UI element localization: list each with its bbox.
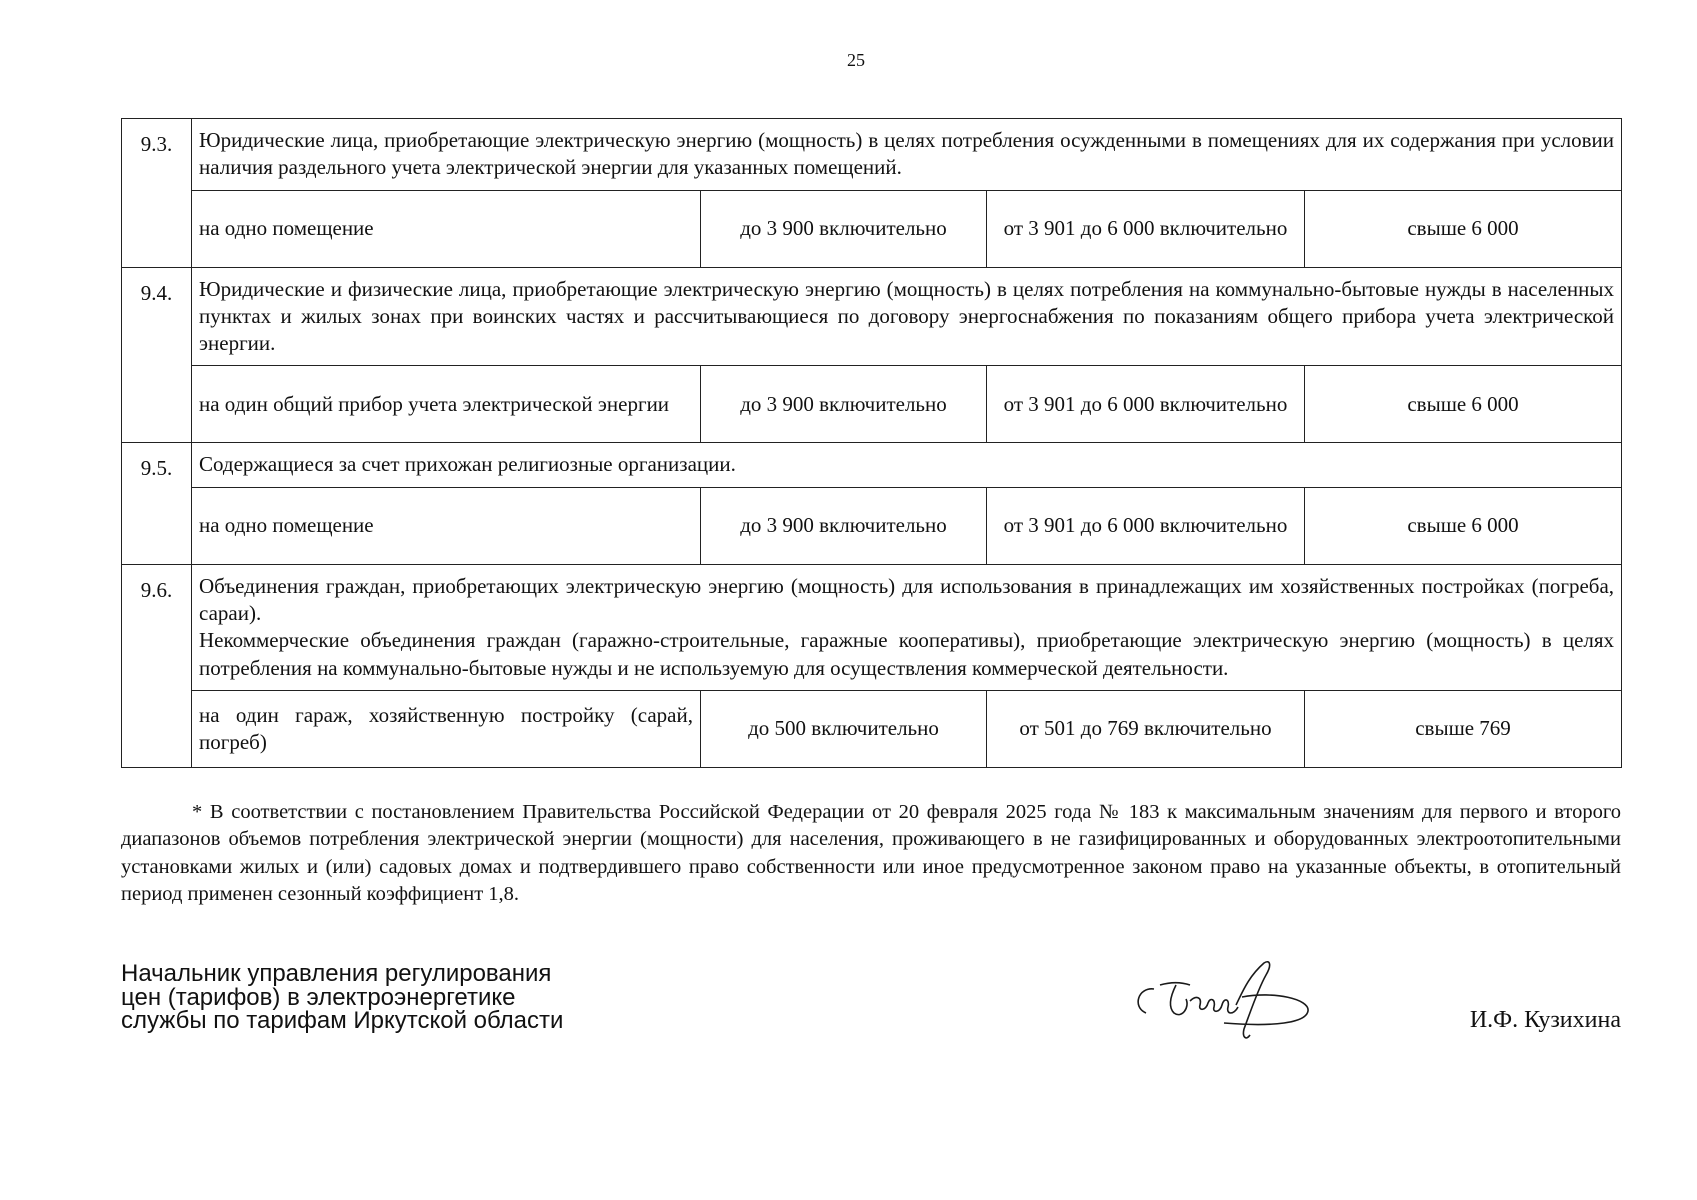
unit-cell: на одно помещение — [192, 190, 701, 267]
page-number: 25 — [847, 50, 865, 70]
table-row — [122, 487, 1622, 564]
consumer-description: Объединения граждан, приобретающих электрическую энергию (мощность) для использования в принадлежащих им хозяйственных постройках (погреба, сараи). Некоммерческие объединения граждан (гаражно-строительные, гаражные кооперативы), приобретающие электрическую энергию (мощность) в целях потребления на коммунально-бытовые нужды и не используемую для осуществления коммерческой деятельности. — [192, 564, 1622, 690]
row-number: 9.3. — [122, 119, 192, 268]
unit-cell: на один общий прибор учета электрической энергии — [192, 366, 701, 443]
table-row — [122, 190, 1622, 267]
range-3-cell: свыше 6 000 — [1305, 366, 1622, 443]
range-1-cell: до 3 900 включительно — [701, 487, 987, 564]
table-row — [122, 564, 1622, 690]
unit-cell: на один гараж, хозяйственную постройку (сарай, погреб) — [192, 690, 701, 767]
signer-title: Начальник управления регулирования цен (тарифов) в электроэнергетике службы по тарифам Иркутской области — [121, 960, 564, 1035]
table-row — [122, 443, 1622, 487]
range-1-cell: до 3 900 включительно — [701, 366, 987, 443]
row-number: 9.5. — [122, 443, 192, 564]
row-number: 9.4. — [122, 267, 192, 443]
table-row — [122, 366, 1622, 443]
table-row — [122, 267, 1622, 366]
tariff-table — [121, 118, 1622, 768]
consumer-description: Юридические лица, приобретающие электрическую энергию (мощность) в целях потребления осужденными в помещениях для их содержания при условии наличия раздельного учета электрической энергии для указанных помещений. — [192, 119, 1622, 191]
row-number: 9.6. — [122, 564, 192, 767]
footnote: * В соответствии с постановлением Правительства Российской Федерации от 20 февраля 2025 года № 183 к максимальным значениям для первого и второго диапазонов объемов потребления электрической энергии (мощности) для населения, проживающего в не газифицированных и оборудованных электроотопительными установками жилых и (или) садовых домах и подтвердившего право собственности или иное предусмотренное законом право на указанные объекты, в отопительный период применен сезонный коэффициент 1,8. — [121, 801, 1621, 905]
range-2-cell: от 3 901 до 6 000 включительно — [987, 366, 1305, 443]
range-3-cell: свыше 6 000 — [1305, 487, 1622, 564]
signer-name: И.Ф. Кузихина — [1469, 1007, 1621, 1033]
table-row — [122, 119, 1622, 191]
unit-cell: на одно помещение — [192, 487, 701, 564]
range-1-cell: до 3 900 включительно — [701, 190, 987, 267]
range-3-cell: свыше 6 000 — [1305, 190, 1622, 267]
range-2-cell: от 3 901 до 6 000 включительно — [987, 190, 1305, 267]
range-1-cell: до 500 включительно — [701, 690, 987, 767]
range-3-cell: свыше 769 — [1305, 690, 1622, 767]
handwritten-signature — [1124, 957, 1314, 1047]
range-2-cell: от 501 до 769 включительно — [987, 690, 1305, 767]
consumer-description: Юридические и физические лица, приобретающие электрическую энергию (мощность) в целях потребления на коммунально-бытовые нужды в населенных пунктах и жилых зонах при воинских частях и рассчитывающиеся по договору энергоснабжения по показаниям общего прибора учета электрической энергии. — [192, 267, 1622, 366]
table-row — [122, 690, 1622, 767]
signature-block — [121, 962, 1621, 1042]
consumer-description: Содержащиеся за счет прихожан религиозные организации. — [192, 443, 1622, 487]
range-2-cell: от 3 901 до 6 000 включительно — [987, 487, 1305, 564]
